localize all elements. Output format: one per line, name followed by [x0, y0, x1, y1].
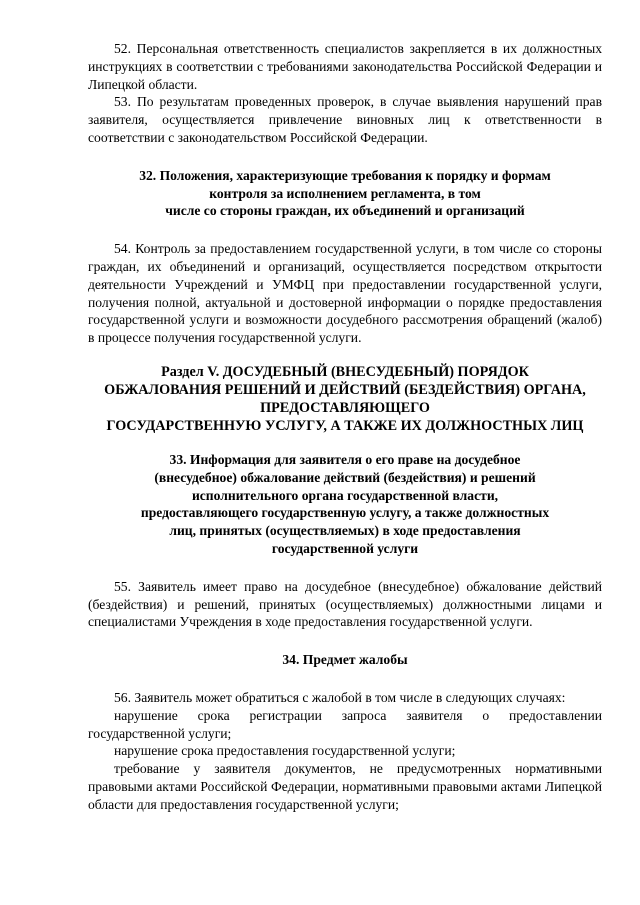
paragraph-56: 56. Заявитель может обратиться с жалобой в том числе в следующих случаях:: [114, 689, 566, 705]
list-item: нарушение срока регистрации запроса заявителя о предоставлении государственной услуги;: [88, 707, 602, 741]
paragraph-55: 55. Заявитель имеет право на досудебное (внесудебное) обжалование действий (бездействия) и решений, принятых (осуществляемых) должностными лицами и специалистами Учреждения в ходе предоставления государственной услуги.: [88, 578, 602, 630]
heading-32-line2: контроля за исполнением регламента, в том: [209, 185, 481, 201]
heading-33-line5: лиц, принятых (осуществляемых) в ходе предоставления: [169, 523, 521, 539]
heading-33-line1: 33. Информация для заявителя о его праве на досудебное: [169, 451, 521, 467]
heading-33-line6: государственной услуги: [271, 540, 419, 556]
heading-34: 34. Предмет жалобы: [282, 652, 408, 668]
heading-33-line2: (внесудебное) обжалование действий (бездействия) и решений: [154, 469, 536, 485]
heading-32-line1: 32. Положения, характеризующие требования к порядку и формам: [139, 167, 551, 183]
section-5-heading: [88, 363, 602, 435]
paragraph-54: 54. Контроль за предоставлением государственной услуги, в том числе со стороны граждан, их объединений и организаций, осуществляется посредством открытости деятельности Учреждений и УМФЦ при предоставлении государственной услуги, получения полной, актуальной и достоверной информации о порядке предоставления государственной услуги и возможности досудебного рассмотрения обращений (жалоб) в процессе получения государственной услуги.: [88, 241, 602, 346]
paragraph-53: 53. По результатам проведенных проверок, в случае выявления нарушений прав заявителя, осуществляется привлечение виновных лиц к ответственности в соответствии с законодательством Российской Федерации.: [88, 94, 602, 145]
section-5-line2: ОБЖАЛОВАНИЯ РЕШЕНИЙ И ДЕЙСТВИЙ (БЕЗДЕЙСТВИЯ) ОРГАНА,: [104, 381, 586, 398]
heading-33-line3: исполнительного органа государственной власти,: [191, 487, 499, 503]
paragraph-52: 52. Персональная ответственность специалистов закрепляется в их должностных инструкциях в соответствии с требованиями законодательства Российской Федерации и Липецкой области.: [88, 41, 602, 92]
heading-33-line4: предоставляющего государственную услугу, а также должностных: [140, 505, 550, 521]
heading-32-line3: числе со стороны граждан, их объединений и организаций: [165, 203, 525, 219]
list-item: нарушение срока предоставления государственной услуги;: [114, 743, 456, 759]
list-item: требование у заявителя документов, не предусмотренных нормативными правовыми актами Российской Федерации, нормативными правовыми актами Липецкой области для предоставления государственной услуги;: [88, 761, 602, 812]
section-5-line1: Раздел V. ДОСУДЕБНЫЙ (ВНЕСУДЕБНЫЙ) ПОРЯДОК: [161, 363, 529, 380]
heading-32: [88, 167, 602, 220]
section-5-line4: ГОСУДАРСТВЕННУЮ УСЛУГУ, А ТАКЖЕ ИХ ДОЛЖНОСТНЫХ ЛИЦ: [106, 417, 584, 434]
document-page: [88, 40, 602, 814]
heading-33: [88, 451, 602, 558]
section-5-line3: ПРЕДОСТАВЛЯЮЩЕГО: [260, 399, 430, 416]
